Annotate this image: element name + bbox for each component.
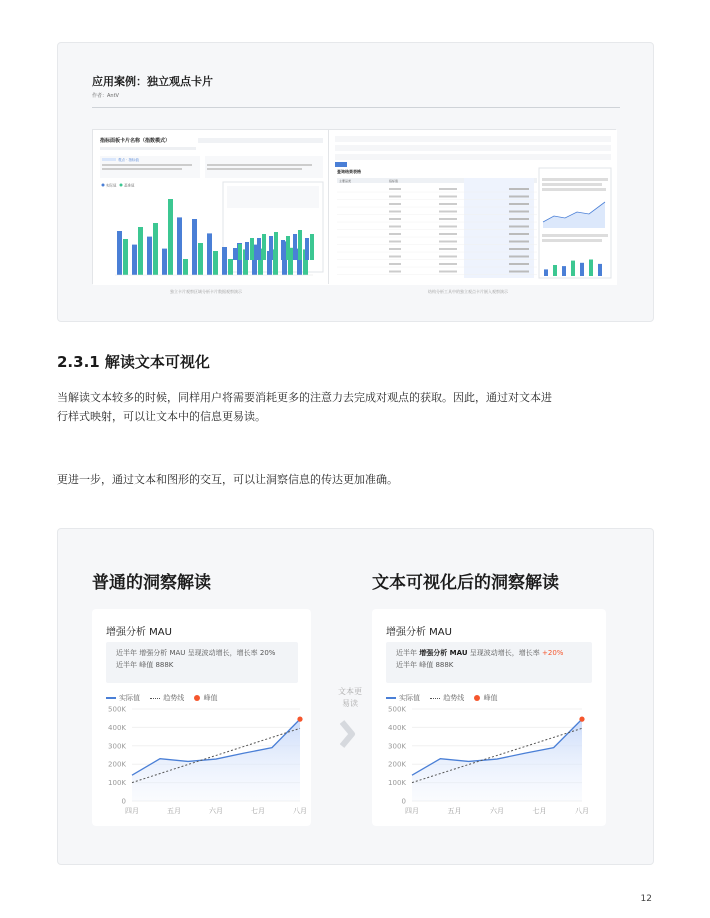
table-cell	[439, 256, 457, 258]
left-screenshot-graphic	[93, 130, 331, 285]
table-cell	[509, 271, 529, 273]
insight-metric: 增强分析 MAU	[139, 649, 186, 657]
popup-bar	[286, 236, 290, 260]
popup-bar	[310, 234, 314, 260]
table-cell	[439, 241, 457, 243]
popup-bar	[293, 234, 297, 260]
right-shot-title: 查询结果表格	[337, 169, 361, 174]
example-card	[57, 42, 654, 322]
right-screenshot	[328, 129, 616, 284]
insight-prefix: 近半年	[116, 649, 137, 657]
right-mini-bar	[562, 266, 566, 276]
mini-bar-green	[153, 223, 158, 275]
visual-insight-title: 文本可视化后的洞察解读	[372, 573, 559, 593]
y-tick-label: 0	[401, 797, 406, 806]
example-title: 应用案例：独立观点卡片	[92, 75, 213, 88]
table-cell	[509, 203, 529, 205]
table-cell	[509, 218, 529, 220]
table-cell	[509, 196, 529, 198]
popup-bar	[269, 236, 273, 260]
table-cell	[439, 218, 457, 220]
table-cell	[389, 256, 401, 258]
left-shot-title: 指标面板卡片名称（指数模式）	[100, 138, 171, 144]
x-tick-label: 八月	[293, 807, 307, 815]
mini-bar-blue	[192, 219, 197, 275]
table-cell	[389, 248, 401, 250]
legend-peak: 峰值	[194, 694, 217, 702]
plain-insight-title: 普通的洞察解读	[92, 573, 211, 593]
mini-bar-blue	[207, 233, 212, 275]
table-cell	[439, 248, 457, 250]
mini-bar-green	[123, 239, 128, 275]
mini-bar-blue	[162, 249, 167, 275]
x-tick-label: 五月	[447, 807, 462, 815]
y-tick-label: 500K	[388, 705, 406, 714]
popup-bar	[281, 240, 285, 260]
peak-point	[297, 717, 302, 722]
table-cell	[439, 211, 457, 213]
left-shot-legend-0: 实际值	[106, 183, 117, 188]
table-cell	[439, 263, 457, 265]
legend-trend: 趋势线	[430, 694, 464, 702]
y-tick-label: 400K	[108, 723, 126, 732]
mini-bar-blue	[147, 237, 152, 275]
mini-bar-green	[198, 243, 203, 275]
table-cell	[389, 188, 401, 190]
popup-bar	[233, 248, 237, 260]
insight-metric-bold: 增强分析 MAU	[419, 649, 468, 657]
x-tick-label: 八月	[575, 807, 589, 815]
x-tick-label: 七月	[251, 807, 265, 815]
legend-peak: 峰值	[474, 694, 497, 702]
x-tick-label: 五月	[167, 807, 181, 815]
plain-insight-panel	[92, 609, 311, 826]
y-tick-label: 200K	[108, 760, 126, 769]
y-tick-label: 100K	[108, 779, 126, 788]
insight-rate-highlight: +20%	[542, 649, 564, 657]
mini-bar-blue	[132, 245, 137, 275]
insight-mid: 呈现波动增长，增长率	[187, 649, 258, 657]
table-cell	[509, 233, 529, 235]
popup-bar	[262, 234, 266, 260]
popup-bar	[245, 242, 249, 260]
table-cell	[389, 263, 401, 265]
insight-line-2: 近半年 峰值 888K	[116, 661, 174, 669]
left-shot-legend-1: 基准值	[124, 183, 135, 188]
popup-bar	[238, 244, 242, 260]
left-shot-insight-label: 观点 · 指标值	[118, 158, 139, 162]
insight-line-2: 近半年 峰值 888K	[396, 661, 454, 669]
y-tick-label: 300K	[388, 742, 406, 751]
right-mini-bar	[571, 261, 575, 276]
table-cell	[389, 241, 401, 243]
legend-actual: 实际值	[106, 694, 140, 702]
popup-bar	[274, 232, 278, 260]
table-cell	[509, 188, 529, 190]
popup-bar	[305, 238, 309, 260]
insight-rate: 20%	[259, 649, 276, 657]
table-cell	[509, 256, 529, 258]
visual-insight-panel	[372, 609, 606, 826]
table-cell	[439, 271, 457, 273]
paragraph-2: 更进一步，通过文本和图形的交互，可以让洞察信息的传达更加准确。	[57, 473, 398, 486]
x-tick-label: 六月	[209, 807, 223, 815]
x-tick-label: 四月	[125, 807, 139, 815]
panel-title: 增强分析 MAU	[386, 627, 452, 638]
table-cell	[389, 203, 401, 205]
legend-trend: 趋势线	[150, 694, 184, 702]
table-cell	[509, 226, 529, 228]
right-shot-col-1: 指标值	[389, 179, 399, 183]
insight-mid: 呈现波动增长，增长率	[469, 649, 540, 657]
divider	[92, 107, 620, 108]
table-cell	[509, 211, 529, 213]
table-cell	[509, 241, 529, 243]
x-tick-label: 七月	[532, 807, 547, 815]
y-tick-label: 500K	[108, 705, 126, 714]
arrow-right-icon	[340, 718, 362, 750]
peak-point	[579, 717, 584, 722]
y-tick-label: 100K	[388, 779, 406, 788]
table-cell	[389, 218, 401, 220]
table-cell	[439, 226, 457, 228]
right-mini-bar	[553, 265, 557, 276]
insight-prefix: 近半年	[396, 649, 417, 657]
y-tick-label: 300K	[108, 742, 126, 751]
mau-chart-plain	[92, 609, 311, 826]
right-shot-col-0: 主要品类	[339, 179, 352, 183]
x-tick-label: 四月	[405, 807, 419, 815]
table-cell	[389, 233, 401, 235]
paragraph-1	[57, 388, 657, 426]
table-cell	[389, 226, 401, 228]
mini-bar-green	[183, 259, 188, 275]
table-cell	[439, 233, 457, 235]
mini-bar-green	[213, 251, 218, 275]
example-author: 作者：AntV	[92, 93, 119, 99]
section-heading: 2.3.1 解读文本可视化	[57, 353, 210, 371]
arrow-label-line-1: 文本更	[338, 687, 362, 696]
legend-actual: 实际值	[386, 694, 420, 702]
left-screenshot	[92, 129, 330, 284]
mini-bar-blue	[177, 217, 182, 275]
mini-bar-blue	[117, 231, 122, 275]
popup-bar	[250, 238, 254, 260]
mini-bar-blue	[222, 247, 227, 275]
table-cell	[389, 211, 401, 213]
paragraph-1-line-2: 行样式映射，可以让文本中的信息更易读。	[57, 410, 266, 423]
y-tick-label: 200K	[388, 760, 406, 769]
x-tick-label: 六月	[490, 807, 504, 815]
y-tick-label: 0	[121, 797, 126, 806]
caption-left: 独立卡片观察区域分析卡片数据观察演示	[170, 289, 242, 294]
mau-chart-visual	[372, 609, 606, 826]
popup-bar	[298, 230, 302, 260]
table-cell	[509, 248, 529, 250]
page-number: 12	[640, 894, 652, 904]
mini-bar-green	[138, 227, 143, 275]
table-cell	[439, 196, 457, 198]
arrow-label	[330, 686, 370, 710]
table-cell	[439, 188, 457, 190]
paragraph-1-line-1: 当解读文本较多的时候，同样用户将需要消耗更多的注意力去完成对观点的获取。因此，通过对文本进	[57, 391, 552, 404]
table-cell	[389, 196, 401, 198]
panel-title: 增强分析 MAU	[106, 627, 172, 638]
table-cell	[389, 271, 401, 273]
popup-bar	[257, 238, 261, 260]
y-tick-label: 400K	[388, 723, 406, 732]
table-cell	[509, 263, 529, 265]
right-mini-bar	[544, 269, 548, 276]
right-mini-bar	[580, 263, 584, 276]
table-cell	[439, 203, 457, 205]
right-mini-bar	[598, 264, 602, 276]
right-screenshot-graphic	[329, 130, 617, 285]
right-mini-bar	[589, 260, 593, 277]
caption-right: 结构分析工具中的独立观点卡片嵌入观察演示	[428, 289, 508, 294]
arrow-label-line-2: 易读	[342, 699, 358, 708]
mini-bar-green	[168, 199, 173, 275]
mini-bar-green	[228, 259, 233, 275]
